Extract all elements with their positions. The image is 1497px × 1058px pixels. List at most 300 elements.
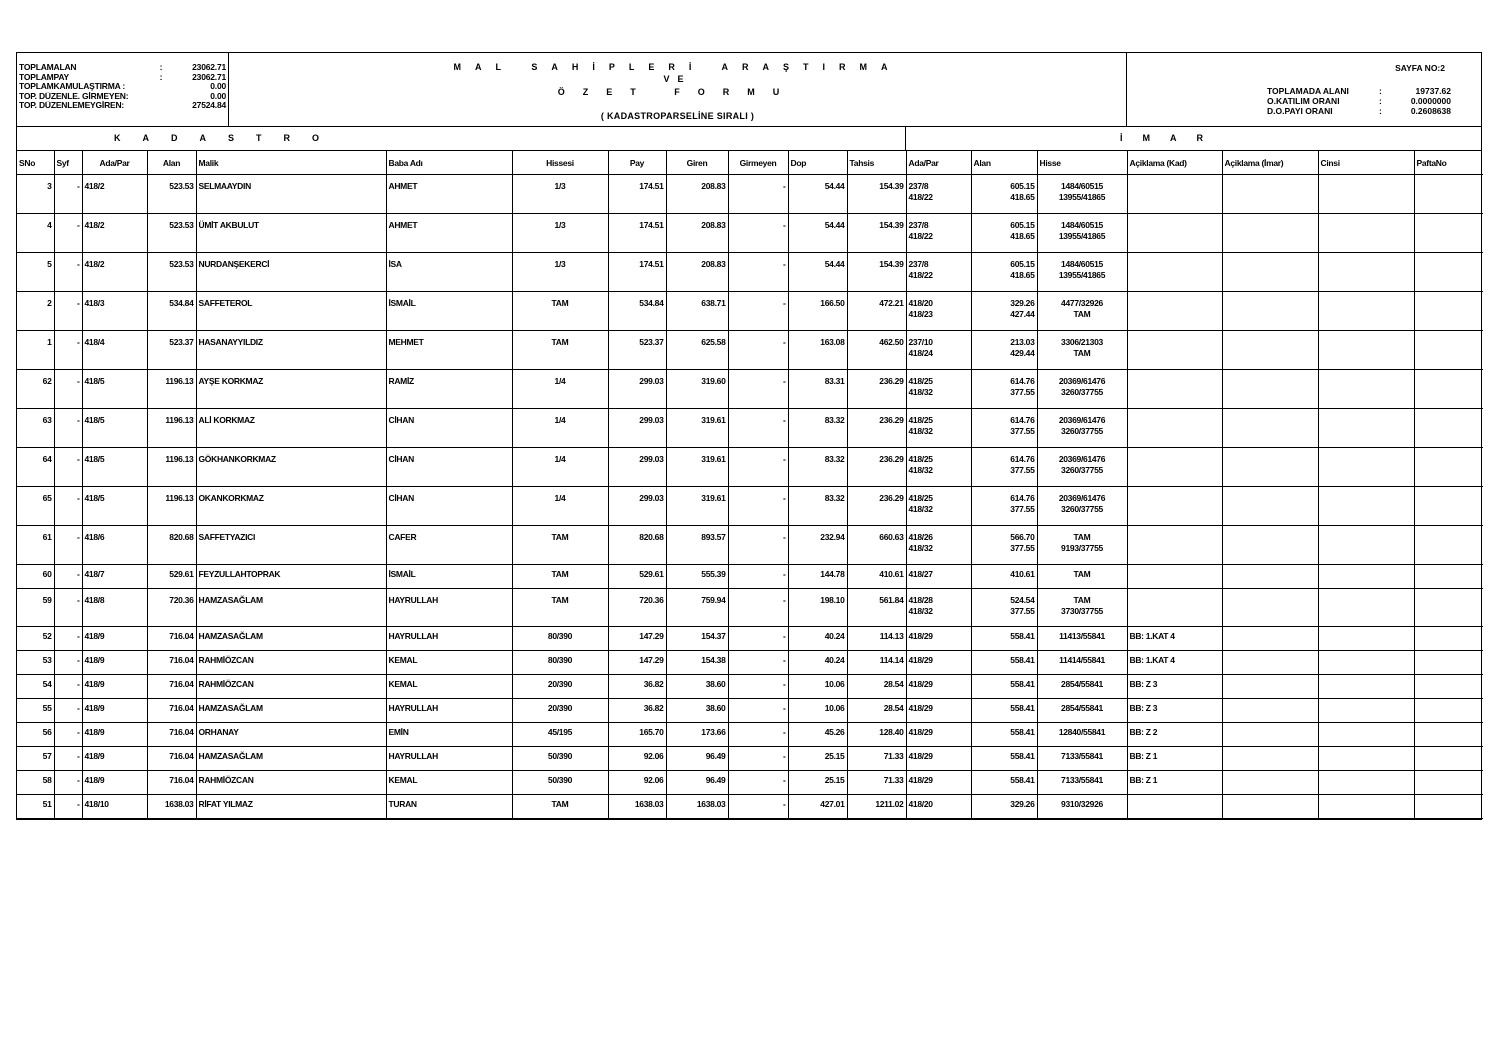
cell-baba-adi: EMİN: [386, 723, 512, 747]
cell-malik: SELMAAYDIN: [196, 175, 386, 214]
cell-tahsis: 236.29: [847, 448, 906, 487]
cell-alan: 523.53: [147, 214, 196, 253]
cell-imar-alan-line: 418.65: [1010, 192, 1035, 202]
cell-imar-alan: [971, 370, 1037, 409]
cell-baba-adi: HAYRULLAH: [386, 589, 512, 627]
cell-syf: -: [54, 448, 82, 487]
cell-sno: 56: [17, 723, 54, 747]
cell-girmeyen: -: [728, 795, 788, 819]
cell-tahsis: 561.84: [847, 589, 906, 627]
cell-tahsis: 1211.02: [847, 795, 906, 819]
cell-pafta-no: [1414, 214, 1483, 253]
cell-syf: -: [54, 589, 82, 627]
total-label: TOPLAMPAY: [19, 72, 69, 82]
cell-aciklama-kad: [1127, 253, 1222, 292]
cell-imar-alan: [971, 675, 1037, 699]
cell-giren: 208.83: [666, 253, 728, 292]
ratio-colon: :: [1379, 106, 1382, 116]
ratio-value: 19737.62: [1415, 86, 1451, 96]
cell-tahsis: 128.40: [847, 723, 906, 747]
cell-imar-alan: [971, 448, 1037, 487]
cell-baba-adi: HAYRULLAH: [386, 747, 512, 771]
cell-girmeyen: -: [728, 627, 788, 651]
cell-imar-hisse-line: 1484/60515: [1061, 220, 1103, 230]
cell-aciklama-imar: [1222, 723, 1318, 747]
cell-girmeyen: -: [728, 651, 788, 675]
cell-imar-ada-par-line: 237/8: [908, 220, 929, 230]
cell-pay: 36.82: [608, 699, 666, 723]
cell-imar-alan-line: 377.55: [1010, 387, 1035, 397]
cell-imar-hisse-line: 3260/37755: [1061, 387, 1103, 397]
cell-ada-par: 418/5: [82, 448, 147, 487]
cell-imar-hisse-line: 11414/55841: [1059, 655, 1105, 665]
cell-imar-ada-par-line: 237/8: [908, 181, 929, 191]
cell-imar-ada-par-line: 418/29: [908, 631, 933, 641]
cell-imar-ada-par: [906, 589, 971, 627]
cell-imar-ada-par-line: 418/32: [908, 543, 933, 553]
column-header: PaftaNo: [1414, 151, 1483, 175]
cell-syf: -: [54, 699, 82, 723]
cell-dop: 10.06: [788, 699, 847, 723]
table-row: [17, 651, 1483, 675]
cell-dop: 83.31: [788, 370, 847, 409]
cell-girmeyen: -: [728, 370, 788, 409]
column-header: Ada/Par: [906, 151, 971, 175]
cell-imar-ada-par: [906, 627, 971, 651]
cell-girmeyen: -: [728, 565, 788, 589]
column-header: Tahsis: [847, 151, 906, 175]
cell-ada-par: 418/7: [82, 565, 147, 589]
cell-pafta-no: [1414, 627, 1483, 651]
cell-pafta-no: [1414, 747, 1483, 771]
cell-aciklama-imar: [1222, 175, 1318, 214]
cell-giren: 154.37: [666, 627, 728, 651]
cell-pay: 174.51: [608, 214, 666, 253]
cell-sno: 61: [17, 526, 54, 565]
cell-imar-ada-par-line: 418/32: [908, 606, 933, 616]
table-row: [17, 214, 1483, 253]
cell-giren: 319.61: [666, 487, 728, 526]
cell-alan: 534.84: [147, 292, 196, 331]
cell-alan: 1638.03: [147, 795, 196, 819]
cell-dop: 54.44: [788, 253, 847, 292]
cell-imar-hisse: [1037, 253, 1127, 292]
cell-aciklama-imar: [1222, 627, 1318, 651]
total-value: 0.00: [210, 90, 226, 101]
cell-alan: 716.04: [147, 771, 196, 795]
cell-cinsi: [1318, 675, 1414, 699]
cell-hissesi: 1/4: [512, 487, 608, 526]
cell-alan: 716.04: [147, 627, 196, 651]
cell-dop: 10.06: [788, 675, 847, 699]
totals-panel: [17, 53, 229, 126]
cell-alan: 1196.13: [147, 448, 196, 487]
cell-imar-hisse-line: 4477/32926: [1061, 298, 1103, 308]
cell-imar-ada-par: [906, 409, 971, 448]
cell-pay: 147.29: [608, 627, 666, 651]
column-header: Alan: [147, 151, 196, 175]
cell-aciklama-kad: [1127, 175, 1222, 214]
cell-imar-alan: [971, 589, 1037, 627]
total-label: TOPLAMKAMULAŞTIRMA :: [19, 82, 126, 92]
cell-giren: 38.60: [666, 699, 728, 723]
total-row: [19, 101, 228, 111]
cell-imar-alan-line: 213.03: [1010, 337, 1035, 347]
cell-pay: 147.29: [608, 651, 666, 675]
cell-giren: 1638.03: [666, 795, 728, 819]
cell-imar-alan-line: 558.41: [1010, 775, 1035, 785]
cell-imar-ada-par: [906, 526, 971, 565]
cell-imar-alan: [971, 214, 1037, 253]
cell-pay: 174.51: [608, 175, 666, 214]
column-header: Malik: [196, 151, 386, 175]
table-row: [17, 565, 1483, 589]
table-row: [17, 526, 1483, 565]
cell-aciklama-imar: [1222, 331, 1318, 370]
cell-malik: NURDANŞEKERCİ: [196, 253, 386, 292]
cell-aciklama-kad: [1127, 565, 1222, 589]
cell-syf: -: [54, 292, 82, 331]
cell-imar-ada-par-line: 418/25: [908, 493, 933, 503]
cell-baba-adi: MEHMET: [386, 331, 512, 370]
cell-sno: 2: [17, 292, 54, 331]
cell-dop: 83.32: [788, 487, 847, 526]
cell-syf: -: [54, 675, 82, 699]
cell-ada-par: 418/2: [82, 253, 147, 292]
cell-cinsi: [1318, 795, 1414, 819]
cell-aciklama-imar: [1222, 214, 1318, 253]
cell-imar-alan-line: 558.41: [1010, 703, 1035, 713]
cell-tahsis: 28.54: [847, 699, 906, 723]
cell-imar-ada-par: [906, 675, 971, 699]
cell-alan: 716.04: [147, 723, 196, 747]
cell-sno: 65: [17, 487, 54, 526]
cell-imar-hisse-line: 7133/55841: [1061, 775, 1103, 785]
cell-imar-hisse-line: 3260/37755: [1061, 426, 1103, 436]
cell-hissesi: 1/3: [512, 175, 608, 214]
cell-sno: 3: [17, 175, 54, 214]
cell-ada-par: 418/9: [82, 723, 147, 747]
cell-aciklama-imar: [1222, 409, 1318, 448]
table-row: [17, 589, 1483, 627]
cell-dop: 166.50: [788, 292, 847, 331]
cell-imar-ada-par-line: 418/22: [908, 231, 933, 241]
cell-pay: 529.61: [608, 565, 666, 589]
cell-pay: 174.51: [608, 253, 666, 292]
cell-hissesi: 50/390: [512, 747, 608, 771]
cell-sno: 5: [17, 253, 54, 292]
cell-tahsis: 410.61: [847, 565, 906, 589]
cell-baba-adi: KEMAL: [386, 771, 512, 795]
total-colon: :: [159, 62, 163, 72]
total-colon: :: [159, 71, 163, 82]
cell-imar-hisse-line: 20369/61476: [1058, 454, 1106, 464]
cell-imar-ada-par-line: 418/29: [908, 727, 933, 737]
cell-dop: 45.26: [788, 723, 847, 747]
cell-cinsi: [1318, 627, 1414, 651]
cell-aciklama-imar: [1222, 526, 1318, 565]
cell-pafta-no: [1414, 487, 1483, 526]
cell-hissesi: 45/195: [512, 723, 608, 747]
cell-giren: 96.49: [666, 747, 728, 771]
cell-hissesi: 20/390: [512, 699, 608, 723]
cell-malik: RİFAT YILMAZ: [196, 795, 386, 819]
cell-giren: 638.71: [666, 292, 728, 331]
cell-girmeyen: -: [728, 292, 788, 331]
cell-imar-alan-line: 614.76: [1010, 493, 1035, 503]
cell-imar-alan-line: 377.55: [1010, 504, 1035, 514]
cell-malik: HAMZASAĞLAM: [196, 589, 386, 627]
cell-pay: 1638.03: [608, 795, 666, 819]
cell-alan: 523.53: [147, 253, 196, 292]
form-sheet: [16, 52, 1482, 820]
cell-cinsi: [1318, 331, 1414, 370]
cell-imar-ada-par-line: 418/28: [908, 595, 933, 605]
cell-tahsis: 28.54: [847, 675, 906, 699]
cell-baba-adi: RAMİZ: [386, 370, 512, 409]
cell-imar-alan-line: 377.55: [1010, 465, 1035, 475]
cell-malik: RAHMİÖZCAN: [196, 651, 386, 675]
table-row: [17, 795, 1483, 819]
cell-cinsi: [1318, 723, 1414, 747]
cell-syf: -: [54, 795, 82, 819]
cell-aciklama-imar: [1222, 589, 1318, 627]
column-header: Açiklama (Kad): [1127, 151, 1222, 175]
cell-malik: FEYZULLAHTOPRAK: [196, 565, 386, 589]
cell-imar-alan-line: 605.15: [1010, 220, 1035, 230]
cell-cinsi: [1318, 699, 1414, 723]
table-body: [17, 175, 1483, 819]
cell-imar-hisse-line: 3730/37755: [1061, 606, 1103, 616]
cell-tahsis: 462.50: [847, 331, 906, 370]
cell-dop: 40.24: [788, 627, 847, 651]
owners-table: [17, 151, 1483, 819]
cell-aciklama-kad: [1127, 214, 1222, 253]
cell-aciklama-kad: [1127, 370, 1222, 409]
cell-imar-hisse-line: TAM: [1073, 532, 1091, 542]
column-header: SNo: [17, 151, 54, 175]
cell-girmeyen: -: [728, 589, 788, 627]
cell-tahsis: 660.63: [847, 526, 906, 565]
column-header: Açiklama (İmar): [1222, 151, 1318, 175]
cell-imar-ada-par-line: 418/32: [908, 387, 933, 397]
column-header: Baba Adı: [386, 151, 512, 175]
cell-syf: -: [54, 370, 82, 409]
cell-baba-adi: KEMAL: [386, 675, 512, 699]
cell-aciklama-kad: [1127, 487, 1222, 526]
cell-imar-hisse: [1037, 370, 1127, 409]
cell-imar-alan: [971, 409, 1037, 448]
ratio-value: 0.0000000: [1410, 96, 1451, 106]
cell-aciklama-imar: [1222, 771, 1318, 795]
cell-pafta-no: [1414, 409, 1483, 448]
cell-imar-alan-line: 418.65: [1010, 231, 1035, 241]
cell-malik: ORHANAY: [196, 723, 386, 747]
cell-imar-hisse-line: 9310/32926: [1061, 799, 1103, 809]
cell-imar-hisse-line: TAM: [1073, 309, 1091, 319]
cell-imar-hisse-line: TAM: [1073, 595, 1091, 605]
cell-pay: 534.84: [608, 292, 666, 331]
cell-imar-hisse: [1037, 565, 1127, 589]
cell-tahsis: 71.33: [847, 771, 906, 795]
cell-alan: 529.61: [147, 565, 196, 589]
cell-hissesi: 1/3: [512, 253, 608, 292]
column-header: Cinsi: [1318, 151, 1414, 175]
cell-imar-hisse: [1037, 448, 1127, 487]
cell-girmeyen: -: [728, 214, 788, 253]
cell-giren: 893.57: [666, 526, 728, 565]
cell-cinsi: [1318, 214, 1414, 253]
title-line-1: MAL SAHİPLERİ ARAŞTIRMA: [453, 62, 902, 72]
total-value: 23062.71: [192, 62, 226, 72]
column-header-row: [17, 151, 1483, 175]
cell-alan: 716.04: [147, 747, 196, 771]
total-value: 0.00: [210, 81, 226, 92]
cell-imar-alan-line: 558.41: [1010, 751, 1035, 761]
cell-imar-alan-line: 429.44: [1010, 348, 1035, 358]
cell-hissesi: 1/4: [512, 448, 608, 487]
ratio-value: 0.2608638: [1410, 106, 1451, 116]
cell-aciklama-kad: BB: Z 1: [1127, 747, 1222, 771]
cell-imar-alan-line: 329.26: [1010, 298, 1035, 308]
cell-aciklama-kad: BB: 1.KAT 4: [1127, 651, 1222, 675]
cell-dop: 83.32: [788, 409, 847, 448]
section-kadastro: KADASTRO: [17, 127, 906, 150]
cell-imar-hisse: [1037, 675, 1127, 699]
cell-dop: 54.44: [788, 214, 847, 253]
cell-aciklama-imar: [1222, 699, 1318, 723]
cell-cinsi: [1318, 175, 1414, 214]
cell-alan: 523.53: [147, 175, 196, 214]
cell-pafta-no: [1414, 175, 1483, 214]
cell-dop: 198.10: [788, 589, 847, 627]
cell-baba-adi: CAFER: [386, 526, 512, 565]
cell-imar-alan: [971, 723, 1037, 747]
cell-pafta-no: [1414, 448, 1483, 487]
table-row: [17, 253, 1483, 292]
cell-pay: 299.03: [608, 448, 666, 487]
cell-baba-adi: CİHAN: [386, 448, 512, 487]
cell-pay: 820.68: [608, 526, 666, 565]
cell-baba-adi: İSMAİL: [386, 565, 512, 589]
cell-syf: -: [54, 771, 82, 795]
column-header: Giren: [666, 151, 728, 175]
cell-syf: -: [54, 651, 82, 675]
cell-imar-hisse: [1037, 771, 1127, 795]
cell-girmeyen: -: [728, 448, 788, 487]
cell-imar-ada-par: [906, 253, 971, 292]
cell-aciklama-kad: BB: Z 1: [1127, 771, 1222, 795]
cell-malik: RAHMİÖZCAN: [196, 675, 386, 699]
form-header: [17, 53, 1481, 127]
cell-imar-ada-par-line: 237/8: [908, 259, 929, 269]
ratios-panel: [1127, 53, 1481, 126]
cell-tahsis: 154.39: [847, 175, 906, 214]
cell-imar-ada-par-line: 418/23: [908, 309, 933, 319]
cell-tahsis: 71.33: [847, 747, 906, 771]
cell-imar-ada-par-line: 418/25: [908, 454, 933, 464]
table-row: [17, 771, 1483, 795]
cell-dop: 427.01: [788, 795, 847, 819]
cell-imar-alan-line: 329.26: [1010, 799, 1035, 809]
cell-imar-hisse-line: 13955/41865: [1058, 231, 1106, 241]
cell-imar-ada-par-line: 418/22: [908, 192, 933, 202]
cell-imar-alan-line: 566.70: [1010, 532, 1035, 542]
cell-aciklama-imar: [1222, 253, 1318, 292]
cell-imar-ada-par: [906, 771, 971, 795]
cell-pafta-no: [1414, 589, 1483, 627]
cell-imar-ada-par: [906, 292, 971, 331]
cell-imar-ada-par-line: 237/10: [908, 337, 933, 347]
ratio-label: TOPLAMADA ALANI: [1267, 86, 1349, 96]
cell-syf: -: [54, 409, 82, 448]
cell-ada-par: 418/9: [82, 699, 147, 723]
cell-cinsi: [1318, 370, 1414, 409]
cell-imar-hisse: [1037, 651, 1127, 675]
cell-imar-ada-par: [906, 487, 971, 526]
cell-syf: -: [54, 175, 82, 214]
cell-baba-adi: İSA: [386, 253, 512, 292]
cell-imar-ada-par-line: 418/29: [908, 655, 933, 665]
cell-imar-hisse: [1037, 292, 1127, 331]
cell-girmeyen: -: [728, 175, 788, 214]
column-header: Pay: [608, 151, 666, 175]
cell-imar-ada-par-line: 418/27: [908, 569, 933, 579]
cell-giren: 208.83: [666, 214, 728, 253]
cell-girmeyen: -: [728, 675, 788, 699]
cell-imar-alan: [971, 651, 1037, 675]
cell-sno: 59: [17, 589, 54, 627]
cell-sno: 55: [17, 699, 54, 723]
cell-girmeyen: -: [728, 723, 788, 747]
cell-aciklama-kad: [1127, 448, 1222, 487]
cell-imar-hisse: [1037, 723, 1127, 747]
cell-cinsi: [1318, 589, 1414, 627]
cell-pafta-no: [1414, 771, 1483, 795]
cell-aciklama-imar: [1222, 747, 1318, 771]
cell-imar-ada-par-line: 418/32: [908, 426, 933, 436]
cell-aciklama-kad: [1127, 526, 1222, 565]
cell-pafta-no: [1414, 370, 1483, 409]
cell-syf: -: [54, 331, 82, 370]
cell-giren: 759.94: [666, 589, 728, 627]
cell-imar-ada-par: [906, 651, 971, 675]
page-number: SAYFA NO:2: [1395, 63, 1445, 73]
cell-malik: AYŞE KORKMAZ: [196, 370, 386, 409]
cell-imar-ada-par-line: 418/25: [908, 415, 933, 425]
cell-hissesi: 1/3: [512, 214, 608, 253]
cell-tahsis: 114.13: [847, 627, 906, 651]
cell-imar-ada-par-line: 418/20: [908, 799, 933, 809]
cell-syf: -: [54, 723, 82, 747]
cell-ada-par: 418/4: [82, 331, 147, 370]
cell-aciklama-kad: BB: Z 2: [1127, 723, 1222, 747]
cell-tahsis: 472.21: [847, 292, 906, 331]
cell-pay: 36.82: [608, 675, 666, 699]
cell-imar-hisse: [1037, 699, 1127, 723]
cell-aciklama-imar: [1222, 651, 1318, 675]
cell-imar-ada-par-line: 418/25: [908, 376, 933, 386]
cell-pafta-no: [1414, 723, 1483, 747]
table-row: [17, 409, 1483, 448]
cell-imar-hisse-line: TAM: [1073, 348, 1091, 358]
cell-dop: 40.24: [788, 651, 847, 675]
cell-girmeyen: -: [728, 487, 788, 526]
cell-imar-hisse: [1037, 747, 1127, 771]
cell-imar-alan: [971, 253, 1037, 292]
cell-malik: ALİ KORKMAZ: [196, 409, 386, 448]
cell-baba-adi: KEMAL: [386, 651, 512, 675]
